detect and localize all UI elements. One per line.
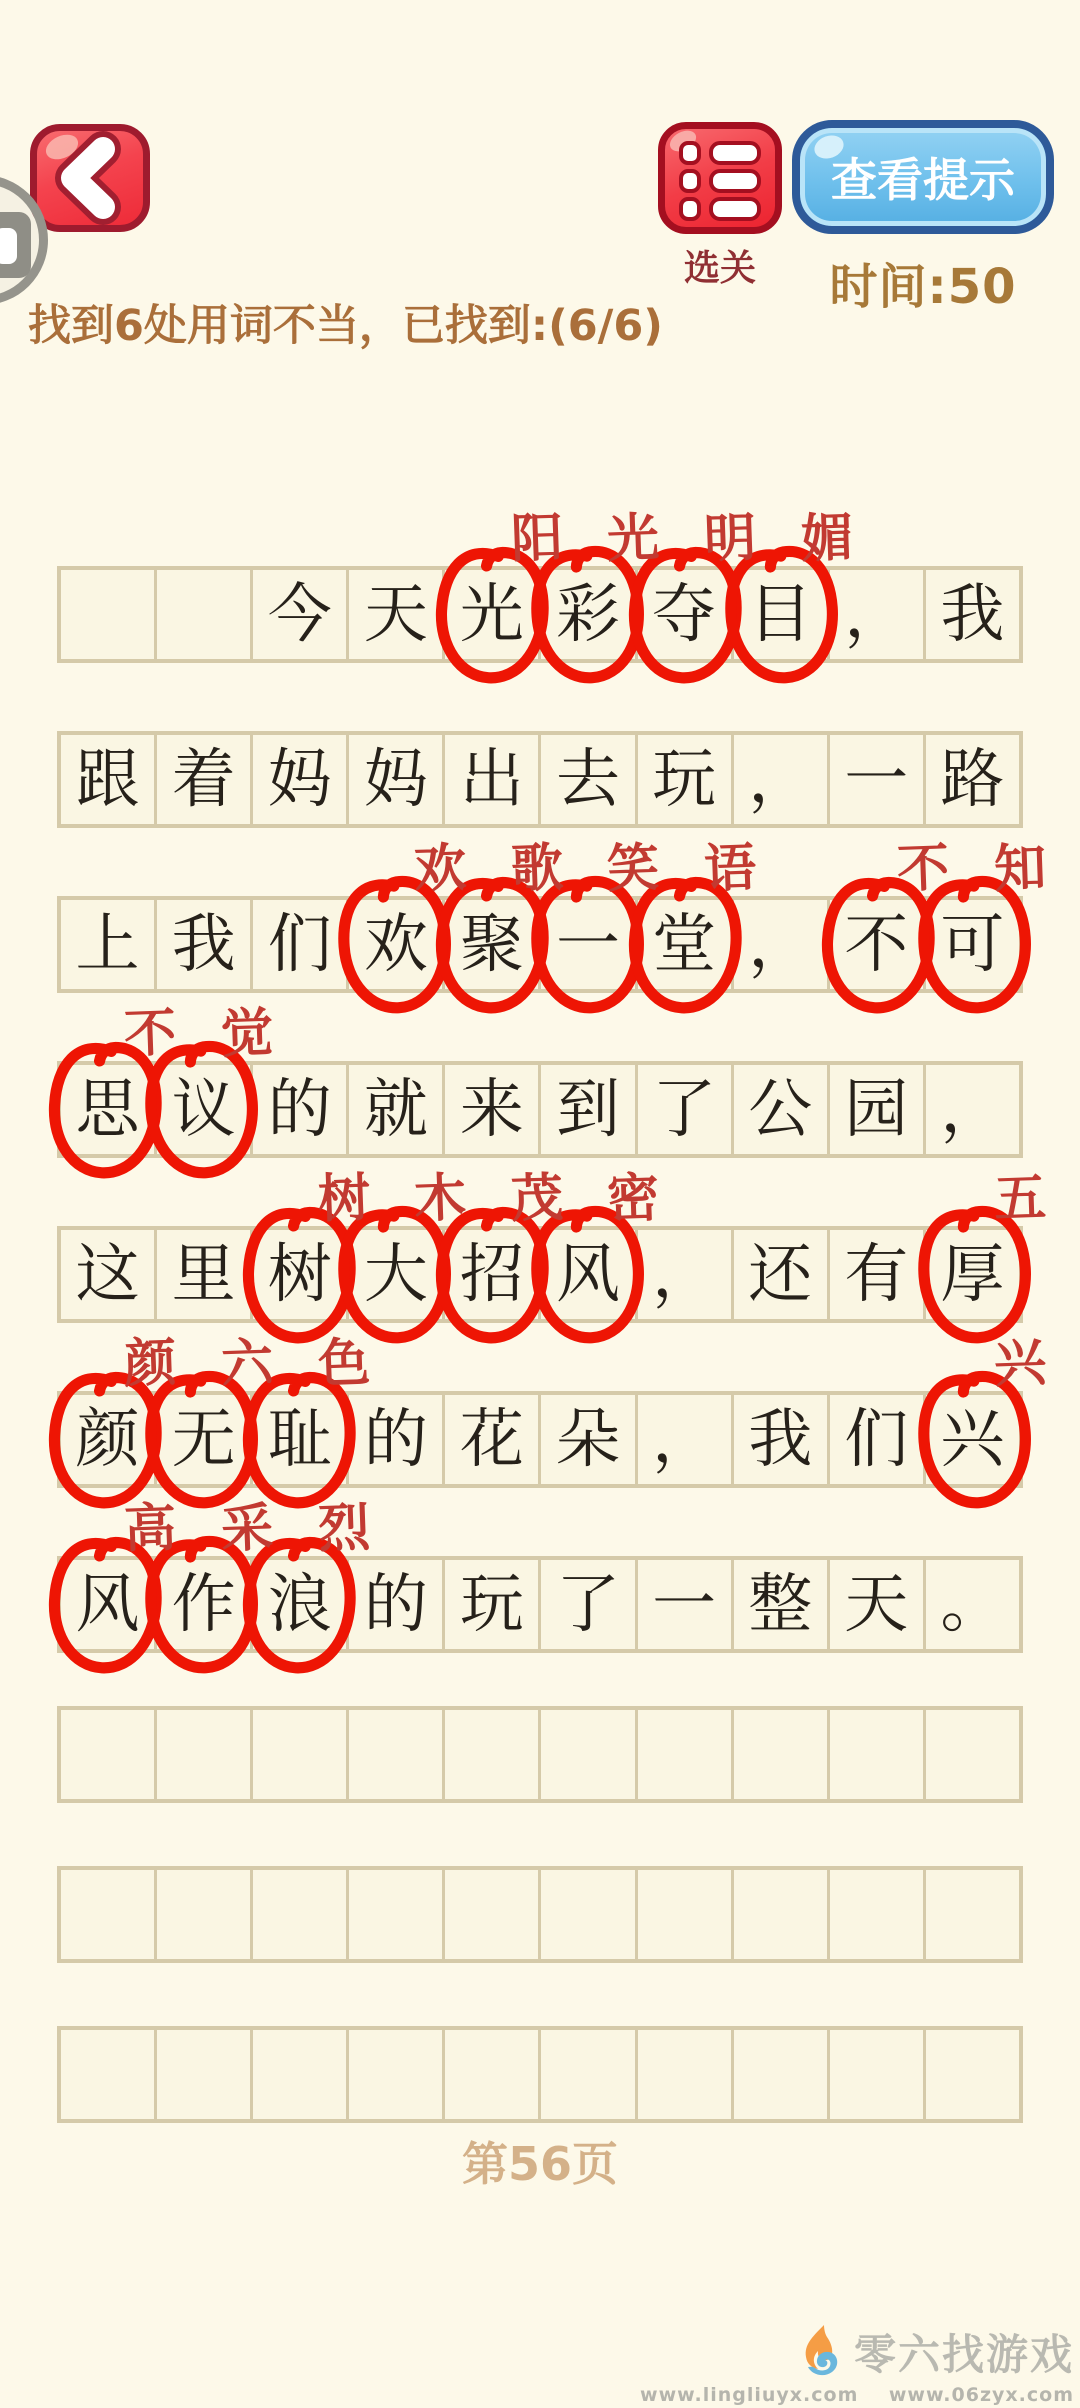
grid-cell-empty <box>61 1870 154 1959</box>
grid-cell-char[interactable]: ， <box>923 1065 1019 1154</box>
grid-cell-empty <box>442 2030 538 2119</box>
grid-cell-char[interactable]: 天 <box>827 1560 923 1649</box>
correction-char: 茂 <box>509 1168 564 1230</box>
grid-cell-empty <box>250 2030 346 2119</box>
grid-cell-char[interactable]: 出 <box>442 735 538 824</box>
correction-char: 高 <box>123 1498 178 1560</box>
grid-cell-char[interactable]: 的 <box>250 1065 346 1154</box>
correction-char: 明 <box>703 508 758 570</box>
grid-cell-empty <box>731 1870 827 1959</box>
grid-row <box>57 2026 1023 2123</box>
grid-cell-char[interactable]: 妈 <box>250 735 346 824</box>
grid-cell-empty <box>154 1870 250 1959</box>
grid-cell-char[interactable]: 作 <box>154 1560 250 1649</box>
grid-cell-char[interactable]: 颜 <box>75 1403 140 1477</box>
grid-cell-char[interactable]: 一 <box>635 1560 731 1649</box>
hint-button-label: 查看提示 <box>831 153 1015 207</box>
grid-cell-empty <box>827 2030 923 2119</box>
grid-cell-char[interactable]: 朵 <box>538 1395 634 1484</box>
instruction-text: 找到6处用词不当，已找到:(6/6) <box>28 301 663 351</box>
correction-char: 语 <box>703 838 758 900</box>
grid-cell-char[interactable]: 的 <box>346 1395 442 1484</box>
correction-char: 色 <box>316 1333 371 1395</box>
level-select-label: 选关 <box>683 248 756 289</box>
grid-cell-char[interactable]: 浪 <box>250 1560 346 1649</box>
timer-label: 时间:50 <box>829 259 1017 315</box>
correction-char: 不 <box>123 1003 178 1065</box>
level-list-icon <box>679 141 763 219</box>
grid-cell-char[interactable]: 上 <box>75 908 140 982</box>
grid-cell-empty <box>154 2030 250 2119</box>
grid-cell-char[interactable]: 妈 <box>346 735 442 824</box>
back-arrow-icon <box>37 131 143 225</box>
grid-cell-empty <box>346 1870 442 1959</box>
grid-cell-char[interactable]: 我 <box>154 900 250 989</box>
grid-cell-empty <box>538 2030 634 2119</box>
grid-cell-char[interactable]: 有 <box>827 1230 923 1319</box>
grid-cell-char[interactable]: 们 <box>827 1395 923 1484</box>
grid-cell-char[interactable]: 就 <box>346 1065 442 1154</box>
grid-cell-char[interactable]: 可 <box>923 900 1019 989</box>
correction-char: 密 <box>606 1168 661 1230</box>
hint-button[interactable] <box>792 120 1054 234</box>
page-number: 第56页 <box>461 2137 618 2191</box>
grid-cell-char[interactable]: 路 <box>923 735 1019 824</box>
grid-cell-char[interactable]: 里 <box>154 1230 250 1319</box>
grid-cell-char[interactable]: 大 <box>346 1230 442 1319</box>
grid-cell-char[interactable]: 风 <box>538 1230 634 1319</box>
grid-row <box>57 1556 1023 1653</box>
grid-cell-empty <box>827 1870 923 1959</box>
grid-cell-empty <box>154 1710 250 1799</box>
grid-row <box>57 1061 1023 1158</box>
grid-cell-char[interactable]: 思 <box>75 1073 140 1147</box>
grid-cell-char[interactable]: 玩 <box>442 1560 538 1649</box>
grid-cell-empty <box>731 1710 827 1799</box>
grid-row <box>57 1226 1023 1323</box>
grid-cell-empty <box>538 1710 634 1799</box>
correction-char: 不 <box>896 838 951 900</box>
grid-cell-empty <box>827 1710 923 1799</box>
grid-cell-char[interactable]: 。 <box>923 1560 1019 1649</box>
grid-row <box>57 1706 1023 1803</box>
watermark-site-name: 零六找游戏 <box>853 2330 1074 2379</box>
correction-char: 六 <box>220 1333 275 1395</box>
grid-cell-char[interactable]: ， <box>635 1395 731 1484</box>
grid-row <box>57 896 1023 993</box>
correction-char: 颜 <box>123 1333 178 1395</box>
grid-cell-char[interactable]: 聚 <box>442 900 538 989</box>
correction-char: 歌 <box>509 838 564 900</box>
grid-row <box>57 1391 1023 1488</box>
correction-char: 光 <box>606 508 661 570</box>
grid-cell-char[interactable]: 来 <box>442 1065 538 1154</box>
grid-cell-char[interactable]: 议 <box>154 1065 250 1154</box>
correction-char: 兴 <box>992 1333 1047 1395</box>
grid-row <box>57 566 1023 663</box>
grid-cell-char[interactable]: 风 <box>75 1568 140 1642</box>
grid-cell-empty <box>442 1870 538 1959</box>
grid-row <box>57 1866 1023 1963</box>
grid-cell-char[interactable]: 欢 <box>346 900 442 989</box>
grid-cell-char[interactable]: ， <box>731 735 827 824</box>
grid-cell-char[interactable]: 跟 <box>75 743 140 817</box>
grid-row <box>57 731 1023 828</box>
grid-cell-empty <box>635 1870 731 1959</box>
grid-cell-char[interactable]: 公 <box>731 1065 827 1154</box>
grid-cell-empty <box>250 1710 346 1799</box>
grid-cell-empty <box>154 570 250 659</box>
grid-cell-empty <box>635 1710 731 1799</box>
grid-cell-char[interactable]: 我 <box>923 570 1019 659</box>
correction-char: 树 <box>316 1168 371 1230</box>
grid-cell-empty <box>346 2030 442 2119</box>
grid-cell-char[interactable]: 天 <box>346 570 442 659</box>
level-select-button[interactable] <box>658 122 782 234</box>
grid-cell-empty <box>635 2030 731 2119</box>
grid-cell-char[interactable]: 整 <box>731 1560 827 1649</box>
grid-cell-char[interactable]: 一 <box>538 900 634 989</box>
grid-cell-char[interactable]: 我 <box>731 1395 827 1484</box>
grid-cell-empty <box>923 1710 1019 1799</box>
grid-cell-char[interactable]: 了 <box>538 1560 634 1649</box>
grid-cell-char[interactable]: 彩 <box>538 570 634 659</box>
grid-cell-char[interactable]: 厚 <box>923 1230 1019 1319</box>
grid-cell-char[interactable]: 无 <box>154 1395 250 1484</box>
grid-cell-empty <box>250 1870 346 1959</box>
grid-cell-empty <box>923 2030 1019 2119</box>
grid-cell-char[interactable]: 今 <box>250 570 346 659</box>
grid-cell-char[interactable]: 到 <box>538 1065 634 1154</box>
watermark <box>640 2322 1074 2406</box>
grid-cell-char[interactable]: 兴 <box>923 1395 1019 1484</box>
grid-cell-char[interactable]: ， <box>635 1230 731 1319</box>
grid-cell-char[interactable]: ， <box>731 900 827 989</box>
grid-cell-char[interactable]: 不 <box>827 900 923 989</box>
grid-cell-char[interactable]: ， <box>827 570 923 659</box>
grid-cell-empty <box>346 1710 442 1799</box>
correction-char: 媚 <box>799 508 854 570</box>
grid-cell-char[interactable]: 树 <box>250 1230 346 1319</box>
grid-cell-char[interactable]: 这 <box>75 1238 140 1312</box>
grid-cell-char[interactable]: 们 <box>250 900 346 989</box>
grid-cell-char[interactable]: 堂 <box>635 900 731 989</box>
grid-cell-empty <box>923 1870 1019 1959</box>
back-button[interactable] <box>30 124 150 232</box>
grid-cell-char[interactable]: 光 <box>442 570 538 659</box>
watermark-url-right: www.06zyx.com <box>888 2384 1074 2406</box>
watermark-logo <box>794 2323 846 2381</box>
grid-cell-char[interactable]: 花 <box>442 1395 538 1484</box>
correction-char: 烈 <box>316 1498 371 1560</box>
grid-cell-empty <box>61 1710 154 1799</box>
grid-cell-char[interactable]: 去 <box>538 735 634 824</box>
grid-cell-char[interactable]: 夺 <box>635 570 731 659</box>
grid-cell-char[interactable]: 耻 <box>250 1395 346 1484</box>
correction-char: 采 <box>220 1498 275 1560</box>
grid-cell-char[interactable]: 了 <box>635 1065 731 1154</box>
correction-char: 欢 <box>413 838 468 900</box>
grid-cell-empty <box>61 570 154 659</box>
grid-cell-char[interactable]: 一 <box>827 735 923 824</box>
grid-cell-empty <box>442 1710 538 1799</box>
grid-cell-char[interactable]: 的 <box>346 1560 442 1649</box>
correction-char: 木 <box>413 1168 468 1230</box>
grid-cell-char[interactable]: 园 <box>827 1065 923 1154</box>
grid-cell-empty <box>731 2030 827 2119</box>
grid-cell-empty <box>538 1870 634 1959</box>
grid-cell-empty <box>61 2030 154 2119</box>
correction-char: 笑 <box>606 838 661 900</box>
grid-cell-char[interactable]: 着 <box>154 735 250 824</box>
correction-char: 觉 <box>220 1003 275 1065</box>
correction-char: 阳 <box>509 508 564 570</box>
correction-char: 知 <box>992 838 1047 900</box>
assistant-pill-icon <box>0 228 17 264</box>
grid-cell-char[interactable]: 玩 <box>635 735 731 824</box>
grid-cell-char[interactable]: 招 <box>442 1230 538 1319</box>
grid-cell-char[interactable]: 目 <box>731 570 827 659</box>
grid-cell-char[interactable]: 还 <box>731 1230 827 1319</box>
correction-char: 五 <box>992 1168 1047 1230</box>
watermark-url-left: www.lingliuyx.com <box>640 2384 859 2406</box>
